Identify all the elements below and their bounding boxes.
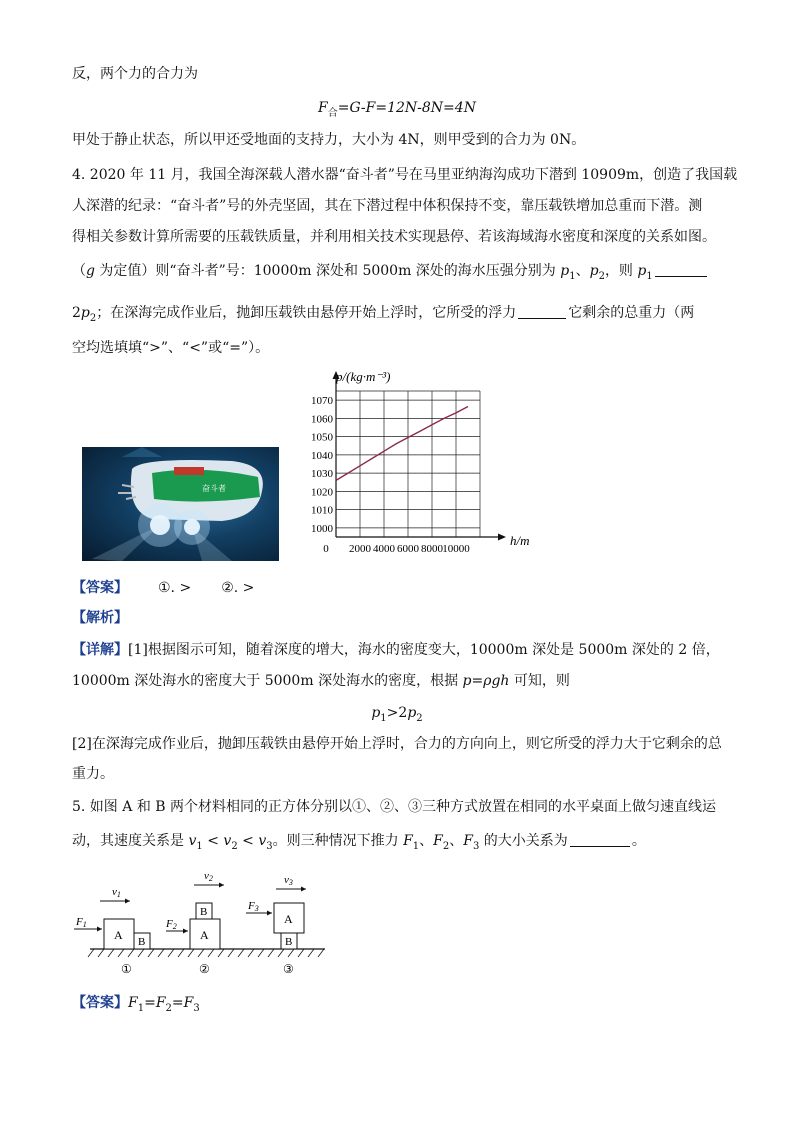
block-b: B [285,936,293,948]
answer-line: 【答案】$F_1=F_2=F_3$ [72,995,200,1014]
answer-1: ①. > [158,580,192,596]
x-tick-label: 0 [323,543,329,555]
question-4-line: 空均选填填“>”、“<”或“=”）。 [72,340,270,356]
question-4-line: $2p_2$；在深海完成作业后，抛卸压载铁由悬停开始上浮时，它所受的浮力 它剩余的总重力（两 [72,305,695,324]
y-tick-label: 1040 [311,449,333,462]
block-a: A [114,928,123,942]
detail-line: 10000m 深处海水的密度大于 5000m 深处海水的密度，根据 p=ρgh 可知，则 [72,673,570,689]
y-tick-label: 1070 [311,395,333,408]
y-tick-label: 1020 [311,486,333,499]
question-4-line: 人深潜的纪录：“奋斗者”号的外壳坚固，其在下潜过程中体积保持不变，靠压载铁增加总重而下潜。测 [72,198,703,214]
force-label-2: F2 [166,918,177,931]
case-1 [74,886,150,976]
x-tick-label: 4000 [373,543,395,555]
case-3 [246,874,306,976]
submersible-photo [82,447,279,561]
text-line: 甲处于静止状态，所以甲还受地面的支持力，大小为 4N，则甲受到的合力为 0N。 [72,132,586,148]
velocity-label-2: v2 [204,870,213,883]
submersible-label: 奋斗者 [202,484,226,493]
block-b: B [138,936,146,948]
x-tick-label: 6000 [397,543,419,555]
case-2 [165,870,224,976]
equation-net-force: $F_合=G-F=12N-8N=4N$ [318,100,476,119]
force-label-3: F3 [248,900,259,913]
detail-line: 重力。 [72,766,114,782]
detail-line: 【详解】[1]根据图示可知，随着深度的增大，海水的密度变大，10000m 深处是 5000m 深处的 2 倍， [72,642,720,658]
y-tick-label: 1050 [311,431,333,444]
case-label-2: ② [199,962,210,976]
answer-blank-2[interactable] [518,304,566,319]
velocity-label-1: v1 [112,886,121,899]
detail-line: [2]在深海完成作业后，抛卸压载铁由悬停开始上浮时，合力的方向向上，则它所受的浮力大于它剩余的总 [72,736,722,752]
x-tick-label: 2000 [349,543,371,555]
y-tick-label: 1030 [311,468,333,481]
chart-grid [336,391,480,537]
block-a: A [284,912,293,926]
y-tick-label: 1010 [311,504,333,517]
answer-blank-3[interactable] [570,832,630,847]
question-4-line: （g 为定值）则“奋斗者”号：10000m 深处和 5000m 深处的海水压强分别为 $p_1$、$p_2$，则 $p_1$ [72,261,709,287]
case-label-1: ① [121,962,132,976]
answer-2: ②. > [221,580,255,596]
equation-pressure: $p_1>2p_2$ [371,705,423,724]
velocity-label-3: v3 [284,874,293,887]
density-curve [336,407,468,481]
answer-tag: 【答案】 [72,580,128,596]
density-depth-chart [290,367,540,562]
force-label-1: F1 [76,916,87,929]
answer-tag: 【答案】 [72,995,128,1011]
x-tick-label: 8000 [421,543,443,555]
y-tick-label: 1060 [311,413,333,426]
question-5-line: 动，其速度关系是 $v_1 < v_2 < v_3$。则三种情况下推力 $F_1$、$F_2$、$F_3$ 的大小关系为 。 [72,833,646,852]
y-tick-label: 1000 [311,522,333,535]
answer-blank-1[interactable] [655,262,707,277]
question-4-line: 4. 2020 年 11 月，我国全海深载人潜水器“奋斗者”号在马里亚纳海沟成功下潜到 10909m，创造了我国载 [72,167,738,183]
blocks-diagram [70,867,330,982]
case-label-3: ③ [283,962,294,976]
x-axis-arrow [498,534,506,541]
x-tick-label: 10000 [442,543,470,555]
analysis-tag: 【解析】 [72,610,128,626]
x-axis-label: h/m [510,533,530,548]
block-b: B [200,906,208,918]
y-axis-label: p/(kg·m⁻³) [336,369,391,384]
question-4-line: 得相关参数计算所需要的压载铁质量，并利用相关技术实现悬停、若该海域海水密度和深度的关系如图。 [72,229,716,245]
question-5-line: 5. 如图 A 和 B 两个材料相同的正方体分别以①、②、③三种方式放置在相同的水平桌面上做匀速直线运 [72,799,717,815]
block-a: A [200,928,209,942]
text-line: 反，两个力的合力为 [72,66,198,82]
answer-line [72,578,254,598]
